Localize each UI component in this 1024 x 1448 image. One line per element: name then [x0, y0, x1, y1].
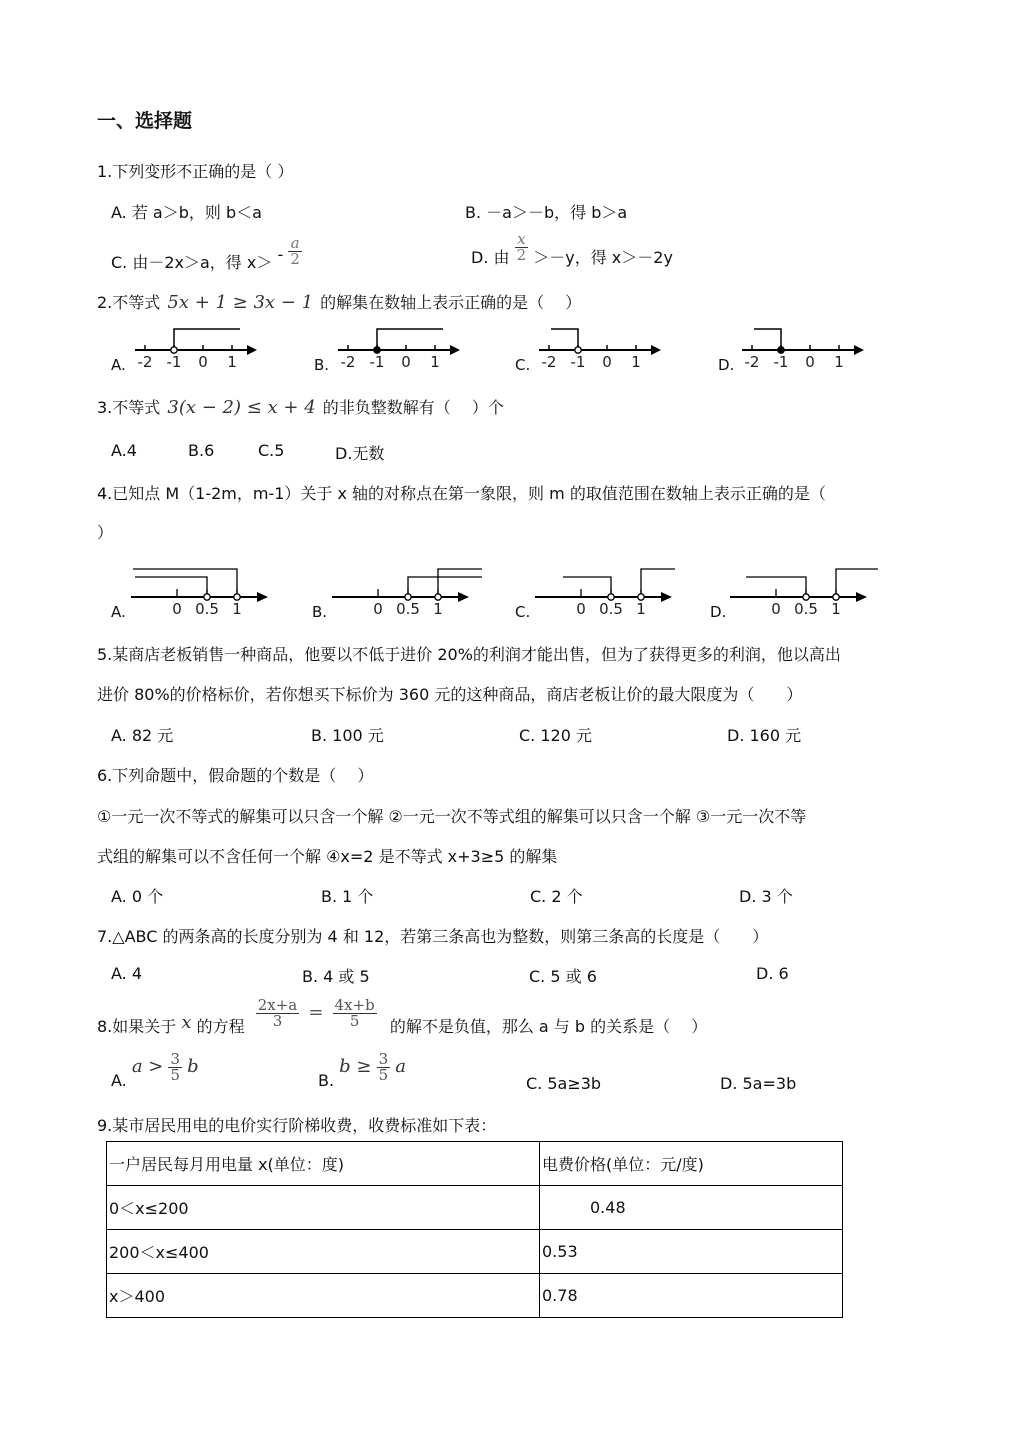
q8-lhs-num: 2x+a	[257, 996, 298, 1014]
arrow-icon	[458, 592, 469, 602]
q8-a-math-right: b	[187, 1056, 199, 1077]
q8-stem	[97, 998, 707, 1037]
q3-option-a: A.4	[111, 441, 137, 460]
q6-option-a: A. 0 个	[111, 887, 164, 906]
q5-option-a: A. 82 元	[111, 726, 174, 745]
q1-d-pre: D. 由	[471, 248, 510, 267]
tick-label: 0	[401, 353, 411, 371]
table-row	[107, 1274, 843, 1318]
q3-stem	[97, 395, 504, 418]
q4-option-label: B.	[312, 603, 328, 621]
q8-a-fraction	[168, 1052, 182, 1083]
q2-stem-post: 的解集在数轴上表示正确的是（ ）	[320, 293, 582, 312]
q6-line1: ①一元一次不等式的解集可以只含一个解 ②一元一次不等式组的解集可以只含一个解 ③一元一次不等	[97, 807, 807, 826]
q6-option-c: C. 2 个	[530, 887, 583, 906]
tick-label: -1	[166, 353, 182, 371]
hollow-point	[638, 594, 644, 600]
q5-option-d: D. 160 元	[727, 726, 802, 745]
solution-ray	[438, 569, 482, 597]
solution-ray	[174, 329, 240, 350]
hollow-point	[608, 594, 614, 600]
hollow-point	[171, 347, 177, 353]
q8-option-d: D. 5a=3b	[720, 1074, 797, 1093]
tick-label: 0	[198, 353, 208, 371]
tick-label: 0.5	[794, 600, 818, 618]
q1-option-b: B. －a＞－b，得 b＞a	[465, 203, 628, 222]
q1-d-post: ＞－y，得 x＞－2y	[533, 248, 673, 267]
section-title: 一、选择题	[97, 110, 193, 132]
tick-label: -1	[773, 353, 789, 371]
q3-stem-pre: 3.不等式	[97, 398, 161, 417]
q3-option-b: B.6	[188, 441, 215, 460]
solution-ray	[133, 569, 237, 597]
q2-option-label: C.	[515, 356, 531, 374]
q2-number-lines	[0, 320, 1024, 380]
q7-option-c: C. 5 或 6	[529, 967, 597, 986]
q4-number-lines	[0, 555, 1024, 625]
q8-equals: =	[308, 1002, 324, 1023]
hollow-point	[575, 347, 581, 353]
tick-label: -2	[340, 353, 356, 371]
tick-label: 1	[834, 353, 844, 371]
tick-label: 0	[576, 600, 586, 618]
q3-option-d: D.无数	[335, 444, 385, 463]
tick-label: 1	[433, 600, 443, 618]
q8-stem-mid: 的方程	[196, 1017, 245, 1036]
q1-d-fraction	[515, 232, 529, 263]
hollow-point	[234, 594, 240, 600]
tick-label: 0.5	[195, 600, 219, 618]
q4-option-label: A.	[111, 603, 126, 621]
q3-option-c: C.5	[258, 441, 285, 460]
solid-point	[374, 347, 380, 353]
q6-option-d: D. 3 个	[739, 887, 793, 906]
solution-ray	[135, 577, 207, 597]
tick-label: -2	[541, 353, 557, 371]
q7-option-d: D. 6	[756, 964, 789, 983]
q1-option-d	[471, 232, 673, 268]
q7-stem: 7.△ABC 的两条高的长度分别为 4 和 12，若第三条高也为整数，则第三条高的长度是（ ）	[97, 927, 769, 946]
q7-option-a: A. 4	[111, 964, 143, 983]
q8-a-num: 3	[170, 1050, 181, 1068]
arrow-icon	[651, 345, 661, 355]
tick-label: 0	[771, 600, 781, 618]
table-row	[107, 1230, 843, 1274]
tick-label: -2	[137, 353, 153, 371]
table-cell: x＞400	[107, 1274, 540, 1318]
solution-ray	[408, 577, 482, 597]
tick-label: 0	[602, 353, 612, 371]
tick-label: 0.5	[599, 600, 623, 618]
q2-option-label: B.	[314, 356, 330, 374]
q1-c-text: C. 由－2x＞a，得 x＞	[111, 253, 273, 272]
q1-d-num: x	[515, 232, 529, 248]
table-cell: 0.78	[540, 1274, 843, 1318]
q8-option-a	[111, 1052, 199, 1090]
q8-a-label: A.	[111, 1071, 127, 1090]
hollow-point	[405, 594, 411, 600]
q6-option-b: B. 1 个	[321, 887, 374, 906]
table-cell: 0.53	[540, 1230, 843, 1274]
table-header-row	[107, 1142, 843, 1186]
q5-line1: 5.某商店老板销售一种商品，他要以不低于进价 20%的利润才能出售，但为了获得更多的利润，他以高出	[97, 645, 841, 664]
solution-ray	[551, 329, 578, 350]
q3-inequality: 3(x − 2) ≤ x + 4	[167, 397, 316, 418]
hollow-point	[833, 594, 839, 600]
q8-rhs-num: 4x+b	[334, 996, 375, 1014]
q4-option-label: D.	[710, 603, 727, 621]
q2-inequality: 5x + 1 ≥ 3x − 1	[167, 292, 314, 313]
table-row	[107, 1186, 843, 1230]
q6-line2: 式组的解集可以不含任何一个解 ④x=2 是不等式 x+3≥5 的解集	[97, 847, 558, 866]
arrow-icon	[856, 592, 867, 602]
tick-label: 0	[805, 353, 815, 371]
q8-stem-pre: 8.如果关于	[97, 1017, 177, 1036]
q8-b-num: 3	[378, 1050, 389, 1068]
tick-label: -1	[570, 353, 586, 371]
q5-option-c: C. 120 元	[519, 726, 592, 745]
fee-table	[106, 1141, 843, 1318]
q9-stem: 9.某市居民用电的电价实行阶梯收费，收费标准如下表：	[97, 1116, 497, 1135]
q8-lhs-den: 3	[272, 1012, 283, 1030]
q8-b-fraction	[377, 1052, 391, 1083]
solution-ray	[563, 577, 611, 597]
hollow-point	[204, 594, 210, 600]
tick-label: 0	[172, 600, 182, 618]
q8-b-math-left: b ≥	[339, 1056, 372, 1077]
tick-label: 1	[227, 353, 237, 371]
hollow-point	[435, 594, 441, 600]
tick-label: 1	[430, 353, 440, 371]
arrow-icon	[450, 345, 460, 355]
q4-stem-cont: ）	[97, 523, 114, 542]
q3-stem-post: 的非负整数解有（ ）个	[322, 398, 504, 417]
q4-stem: 4.已知点 M（1-2m，m-1）关于 x 轴的对称点在第一象限，则 m 的取值范围在数轴上表示正确的是（	[97, 484, 826, 503]
q1-c-sign: -	[277, 245, 284, 264]
q5-option-b: B. 100 元	[311, 726, 384, 745]
arrow-icon	[661, 592, 672, 602]
arrow-icon	[247, 345, 257, 355]
q1-option-c	[111, 236, 302, 273]
q1-option-a: A. 若 a＞b，则 b＜a	[111, 203, 262, 222]
q8-b-label: B.	[318, 1071, 335, 1090]
table-cell: 0.48	[540, 1186, 843, 1230]
tick-label: 1	[631, 353, 641, 371]
q8-rhs-den: 5	[349, 1012, 360, 1030]
solution-ray	[377, 329, 443, 350]
table-cell: 0＜x≤200	[107, 1186, 540, 1230]
tick-label: 0	[373, 600, 383, 618]
q8-b-den: 5	[378, 1066, 389, 1084]
tick-label: 1	[831, 600, 841, 618]
tick-label: 1	[232, 600, 242, 618]
q8-option-c: C. 5a≥3b	[526, 1074, 602, 1093]
q1-d-den: 2	[516, 246, 527, 264]
q8-stem-post: 的解不是负值，那么 a 与 b 的关系是（ ）	[389, 1017, 708, 1036]
tick-label: -2	[744, 353, 760, 371]
table-cell: 200＜x≤400	[107, 1230, 540, 1274]
q2-option-label: D.	[718, 356, 735, 374]
q4-option-label: C.	[515, 603, 531, 621]
solution-ray	[641, 569, 675, 597]
q2-option-label: A.	[111, 356, 126, 374]
solid-point	[778, 347, 784, 353]
q5-line2: 进价 80%的价格标价，若你想买下标价为 360 元的这种商品，商店老板让价的最大限度为（ ）	[97, 685, 803, 704]
arrow-icon	[257, 592, 268, 602]
table-header-cell: 电费价格(单位：元/度)	[540, 1142, 843, 1186]
q7-option-b: B. 4 或 5	[302, 967, 370, 986]
q1-c-num: a	[288, 236, 302, 252]
table-header-cell: 一户居民每月用电量 x(单位：度)	[107, 1142, 540, 1186]
q8-lhs-fraction	[256, 998, 300, 1029]
tick-label: -1	[369, 353, 385, 371]
tick-label: 1	[636, 600, 646, 618]
tick-label: 0.5	[396, 600, 420, 618]
arrow-icon	[854, 345, 864, 355]
q1-c-den: 2	[290, 250, 300, 268]
q1-c-fraction	[288, 236, 302, 267]
q8-b-math-right: a	[395, 1056, 406, 1077]
hollow-point	[803, 594, 809, 600]
q2-stem-pre: 2.不等式	[97, 293, 161, 312]
solution-ray	[754, 329, 781, 350]
q8-a-math-left: a >	[131, 1056, 164, 1077]
q2-stem	[97, 290, 581, 313]
q8-rhs-fraction	[333, 998, 377, 1029]
q8-var: x	[181, 1012, 192, 1033]
q8-option-b	[318, 1052, 406, 1090]
q6-stem: 6.下列命题中，假命题的个数是（ ）	[97, 766, 374, 785]
q8-a-den: 5	[170, 1066, 181, 1084]
q1-stem: 1.下列变形不正确的是（ ）	[97, 162, 294, 181]
